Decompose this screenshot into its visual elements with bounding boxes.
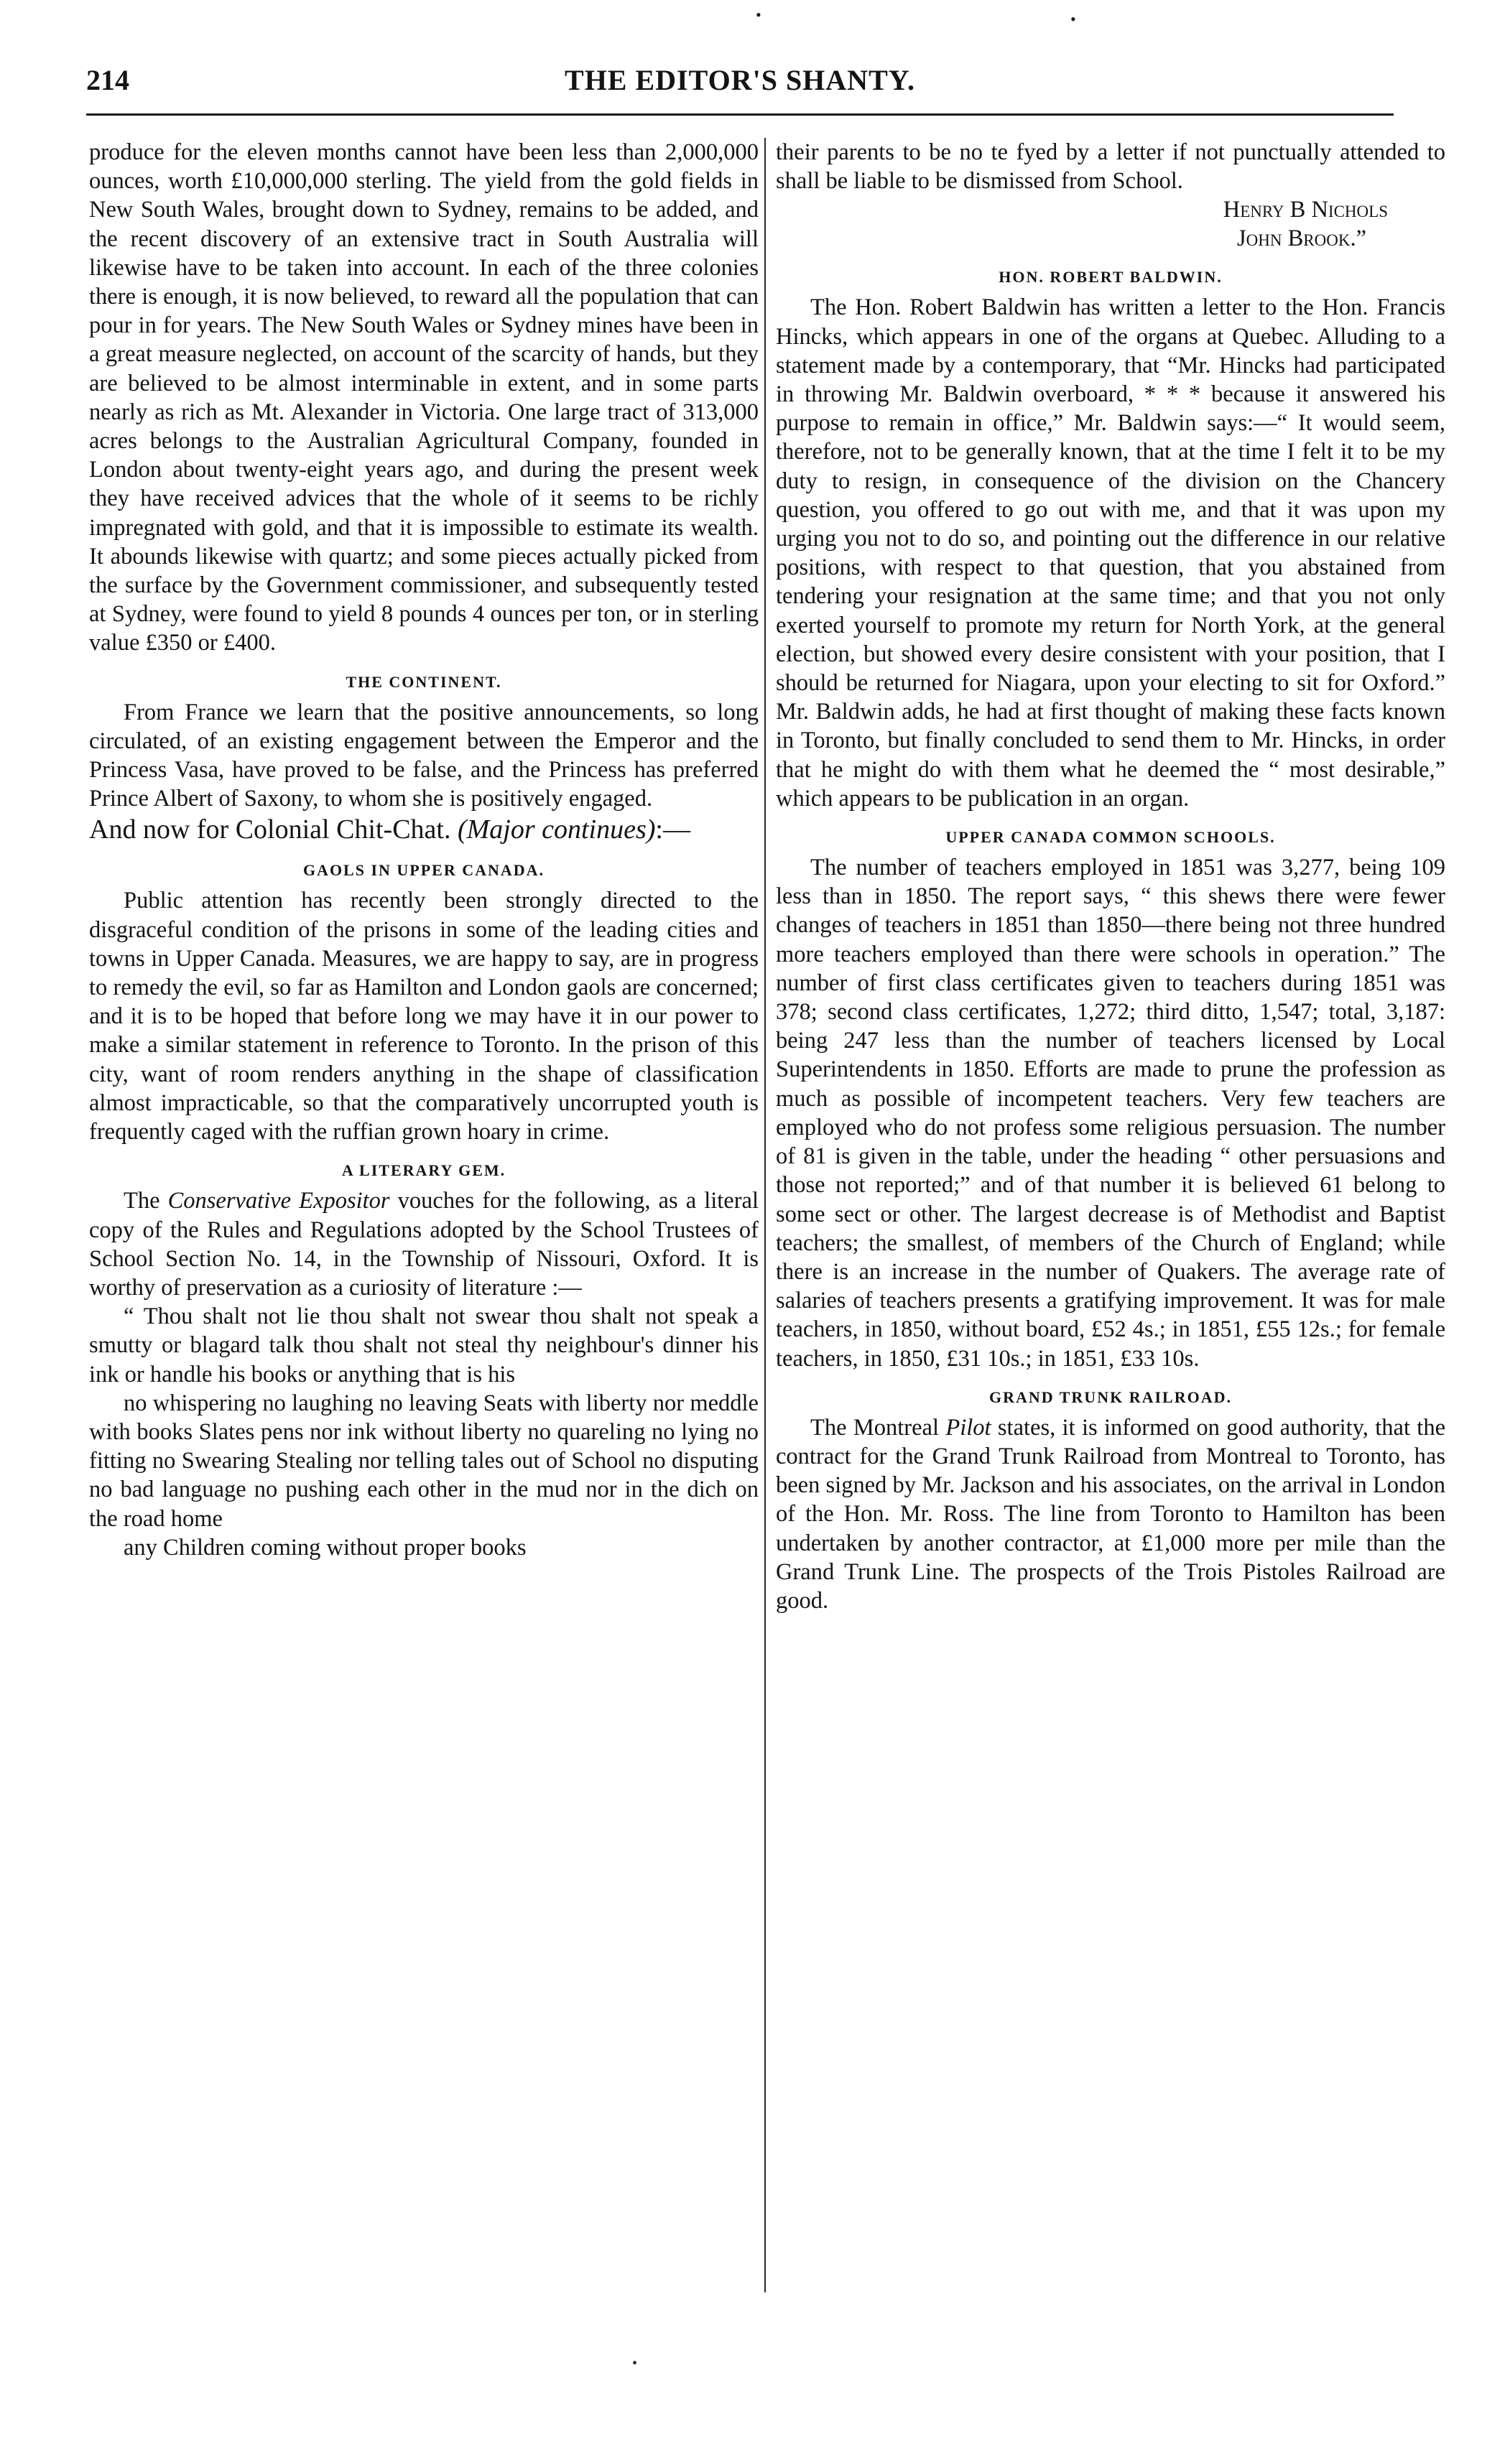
paragraph-france: From France we learn that the positive announcements, so long circulated, of an existing engagement between the Emperor and the Princess Vasa, have proved to be false, and the Princess has preferred Prince Albert of Saxony, to whom she is positively engaged. — [89, 699, 759, 812]
paragraph-gaols: Public attention has recently been strongly directed to the disgraceful condition of the prisons in some of the leading cities and towns in Upper Canada. Measures, we are happy to say, are in progress to remedy the evil, so far as Hamilton and London gaols are concerned; and it is to be hoped that before long we may have it in our power to make a similar statement in reference to Toronto. In the prison of this city, want of room renders anything in the shape of classification almost impracticable, so that the comparatively uncorrupted youth is frequently caged with the ruffian grown hoary in crime. — [89, 888, 759, 1145]
subhead-tail: :— — [655, 814, 690, 845]
paragraph-gold-fields: produce for the eleven months cannot have been less than 2,000,000 ounces, worth £10,000,000 sterling. The yield from the gold fields in New South Wales, brought down to Sydney, remains to be added, and the recent discovery of an extensive tract in South Australia will likewise have to be taken into account. In each of the three colonies there is enough, it is now believed, to reward all the population that can pour in for years. The New South Wales or Sydney mines have been in a great measure neglected, on account of the scarcity of hands, but they are believed to be almost interminable in extent, and in some parts nearly as rich as Mt. Alexander in Victoria. One large tract of 313,000 acres belongs to the Australian Agricultural Company, founded in London about twenty-eight years ago, and during the present week they have received advices that the whole of it seems to be richly impregnated with gold, and that it is impossible to estimate its wealth. It abounds likewise with quartz; and some pieces actually picked from the surface by the Government commissioner, and subsequently tested at Sydney, were found to yield 8 pounds 4 ounces per ton, or in sterling value £350 or £400. — [89, 139, 759, 656]
column-divider — [764, 138, 766, 2292]
pilot-italic: Pilot — [945, 1414, 991, 1441]
top-dot-mark: • — [756, 6, 761, 24]
header-rule — [86, 113, 1394, 116]
expositor-pre: The — [124, 1188, 160, 1214]
running-title: THE EDITOR'S SHANTY. — [565, 64, 915, 96]
paragraph-rules-continued: their parents to be no te fyed by a letter if not punctually attended to shall be liable to be dismissed from School. — [776, 139, 1445, 195]
page-header — [86, 63, 1394, 109]
subhead-italic: (Major continues) — [457, 814, 656, 845]
paragraph-rules-3: any Children coming without proper books — [124, 1534, 527, 1561]
paragraph-rules-2: no whispering no laughing no leaving Seats with liberty nor meddle with books Slates pens nor ink without liberty no quareling no lying no fitting no Swearing Stealing nor telling tales out of School no disputing no bad language no pushing each other in the mud nor in the dich on the road home — [89, 1390, 759, 1532]
subhead-colonial-chit-chat — [89, 813, 759, 846]
paragraph-grand-trunk — [776, 1413, 1445, 1615]
top-dot-mark-right: • — [1070, 10, 1076, 28]
page-number: 214 — [86, 64, 129, 96]
paragraph-expositor — [89, 1186, 759, 1302]
heading-gaols: GAOLS IN UPPER CANADA. — [302, 861, 545, 880]
heading-baldwin: HON. ROBERT BALDWIN. — [999, 268, 1223, 287]
heading-continent: THE CONTINENT. — [346, 672, 502, 691]
right-column — [776, 138, 1445, 1615]
paragraph-rules-1: “ Thou shalt not lie thou shalt not swear thou shalt not speak a smutty or blagard talk thou shalt not steal thy neighbour's dinner his ink or handle his books or anything that is his — [89, 1303, 759, 1387]
subhead-text: And now for Colonial Chit-Chat. — [89, 814, 451, 845]
heading-grand-trunk: GRAND TRUNK RAILROAD. — [988, 1387, 1232, 1406]
left-column — [89, 138, 759, 1562]
paragraph-schools: The number of teachers employed in 1851 was 3,277, being 109 less than in 1850. The report says, “ this shews there were fewer changes of teachers in 1851 than 1850—there being not three hundred more teachers employed than there were schools in operation.” The number of first class certificates given to teachers during 1851 was 378; second class certificates, 1,272; third ditto, 1,547; total, 3,187: being 247 less than the number of teachers licensed by Local Superintendents in 1850. Efforts are made to prune the profession as much as possible of incompetent teachers. Very few teachers are employed who do not profess some religious persuasion. The number of 81 is given in the table, under the heading “ other persuasions and those not reported;” and of that number it is believed 61 belong to some sect or other. The largest decrease is of Methodist and Baptist teachers; the smallest, of members of the Church of England; while there is an increase in the number of Quakers. The average rate of salaries of teachers presents a gratifying improvement. It was for male teachers, in 1850, without board, £52 4s.; in 1851, £55 12s.; for female teachers, in 1850, £31 10s.; in 1851, £33 10s. — [776, 855, 1445, 1372]
bottom-dot-mark: • — [632, 2356, 638, 2371]
heading-common-schools: UPPER CANADA COMMON SCHOOLS. — [945, 828, 1276, 847]
pilot-post: states, it is informed on good authority, that the contract for the Grand Trunk Railroad from Montreal to Toronto, has been signed by Mr. Jackson and his associates, on the arrival in London of the Hon. Mr. Ross. The line from Toronto to Hamilton has been undertaken by another contractor, at £1,000 more per mile than the Grand Trunk Line. The prospects of the Trois Pistoles Railroad are good. — [776, 1414, 1446, 1614]
heading-literary-gem: A LITERARY GEM. — [341, 1161, 506, 1180]
signature-nichols: Henry B Nichols — [1223, 197, 1388, 223]
pilot-pre: The Montreal — [810, 1414, 939, 1441]
signature-brook: John Brook.” — [1237, 226, 1366, 252]
signature-block — [776, 195, 1445, 253]
expositor-italic: Conservative Expositor — [167, 1188, 390, 1214]
paragraph-baldwin: The Hon. Robert Baldwin has written a letter to the Hon. Francis Hincks, which appears in one of the organs at Quebec. Alluding to a statement made by a contemporary, that “Mr. Hincks had participated in throwing Mr. Baldwin overboard, * * * because it answered his purpose to remain in office,” Mr. Baldwin says:—“ It would seem, therefore, not to be generally known, that at the time I felt it to be my duty to resign, in consequence of the division on the Chancery question, you offered to go out with me, and that it was upon my urging you not to do so, and pointing out the difference in our relative positions, with respect to that question, that you abstained from tendering your resignation at the same time; and that you not only exerted yourself to promote my return for North York, at the general election, but showed every desire consistent with your position, that I should be returned for Niagara, upon your electing to sit for Oxford.” Mr. Baldwin adds, he had at first thought of making these facts known in Toronto, but finally concluded to send them to Mr. Hincks, in order that he might do with them what he deemed the “ most desirable,” which appears to be publication in an organ. — [776, 294, 1445, 812]
expositor-post: vouches for the following, as a literal copy of the Rules and Regulations adopted by the School Trustees of School Section No. 14, in the Township of Nissouri, Oxford. It is worthy of preservation as a curiosity of literature :— — [89, 1188, 759, 1301]
